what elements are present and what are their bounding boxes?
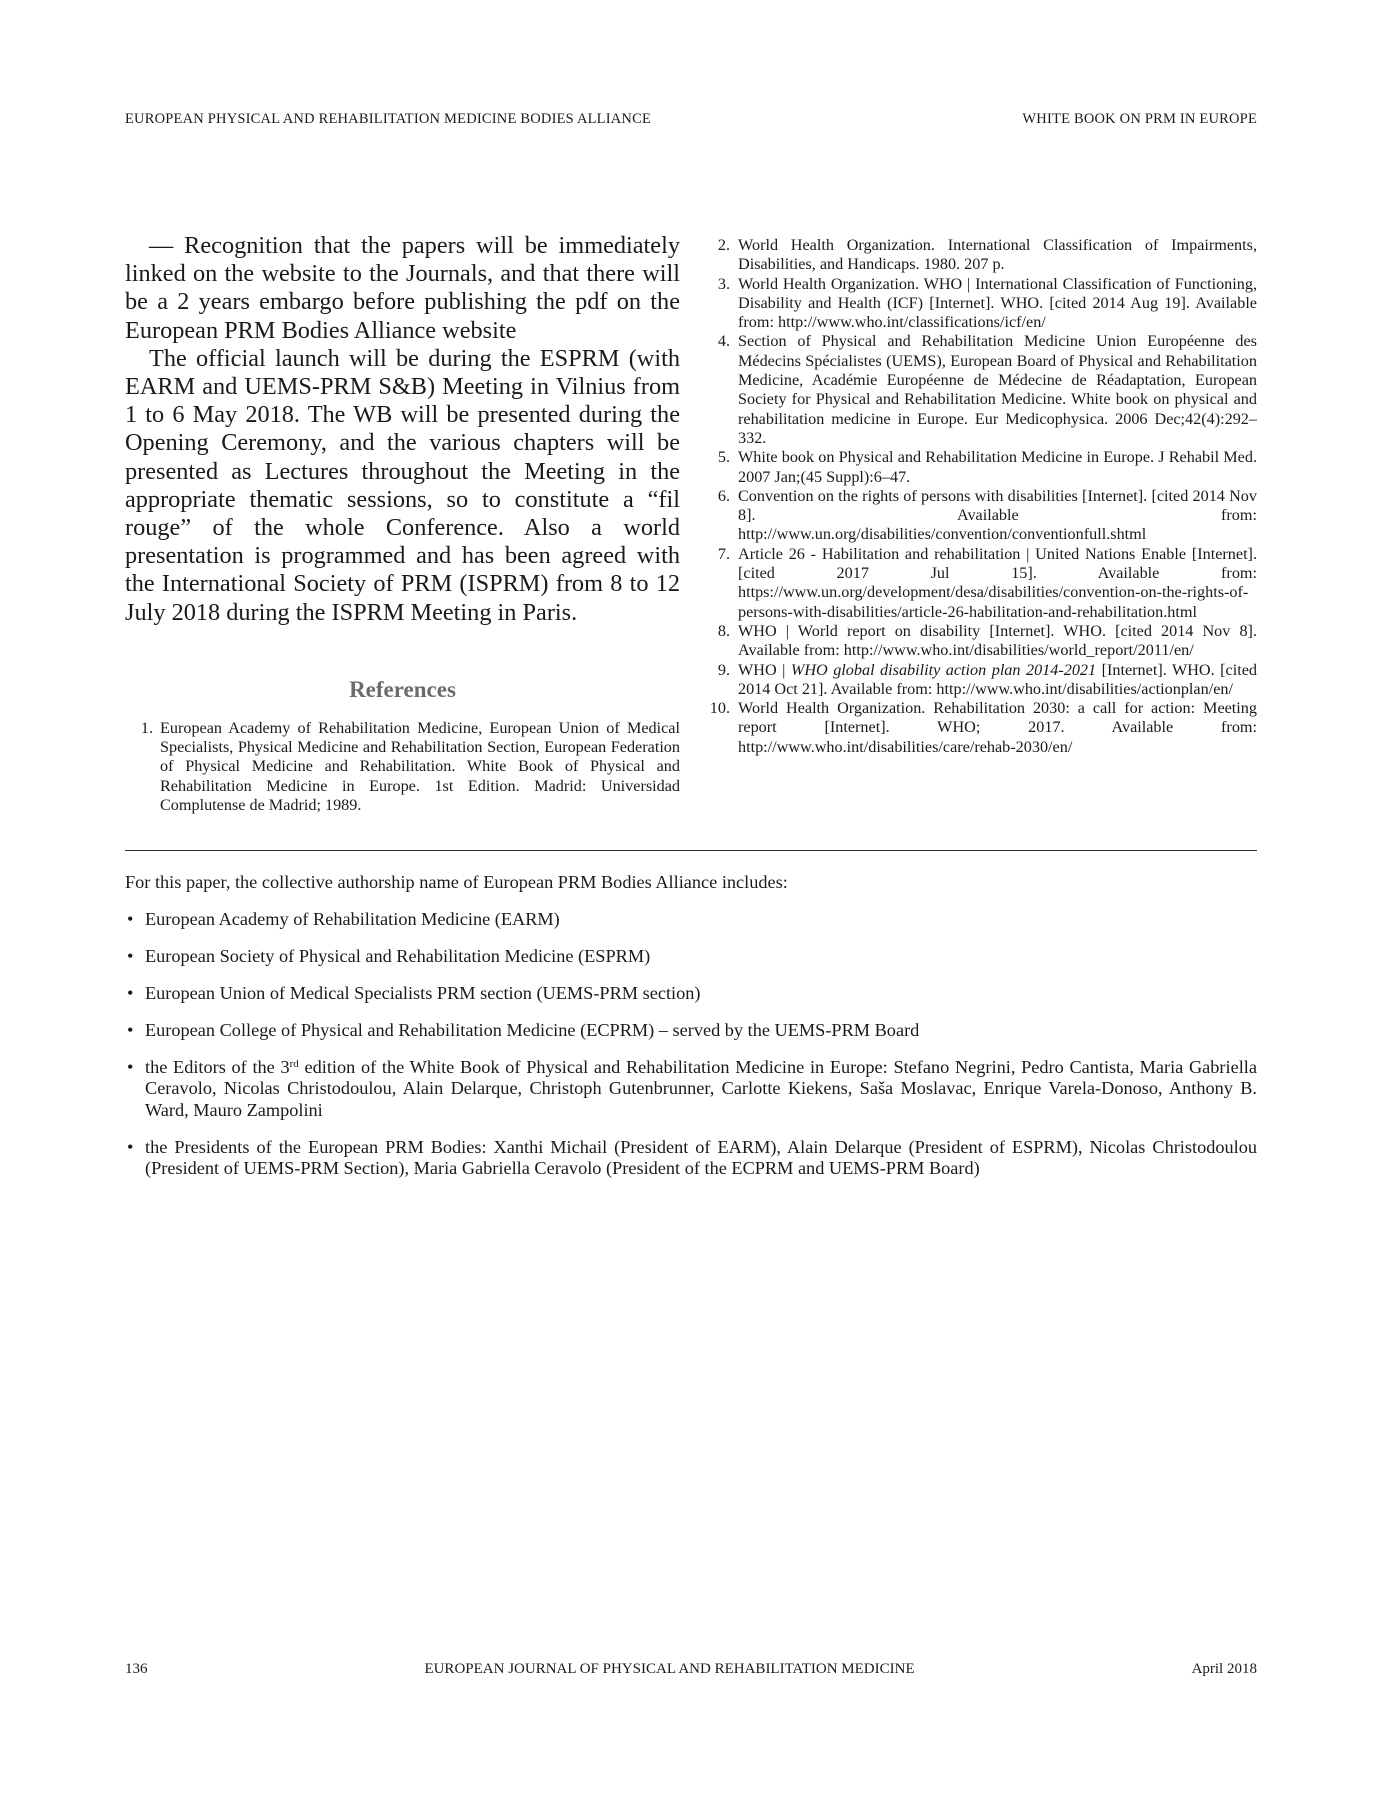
reference-text: World Health Organization. Rehabilitation 2030: a call for action: Meeting report [Internet]. WHO; 2017. Available from: http://www.who.int/disabilities/care/rehab-2030/en/ — [738, 699, 1257, 756]
running-header — [125, 111, 1257, 128]
reference-item — [708, 699, 1257, 757]
footnote-item-text — [145, 1057, 1257, 1120]
reference-text: European Academy of Rehabilitation Medicine, European Union of Medical Specialists, Physical Medicine and Rehabilitation Section, European Federation of Physical Medicine and Rehabilitation. White Book of Physical and Rehabilitation Medicine in Europe. 1st Edition. Madrid: Universidad Complutense de Madrid; 1989. — [160, 718, 680, 815]
reference-item — [708, 661, 1257, 700]
footnote-item-editors — [125, 1057, 1257, 1122]
bullet-icon: • — [127, 1056, 134, 1077]
footnote-item-text: European College of Physical and Rehabilitation Medicine (ECPRM) – served by the UEMS-PRM Board — [145, 1019, 920, 1040]
reference-suffix: [Internet]. WHO. [cited 2014 Oct 21]. Available from: http://www.who.int/disabilities/actionplan/en/ — [738, 660, 1257, 698]
reference-number: 6. — [717, 486, 730, 505]
footnote-item — [125, 983, 1257, 1005]
reference-number: 2. — [717, 236, 730, 254]
reference-item — [708, 332, 1257, 448]
authorship-footnote — [125, 872, 1257, 1195]
body-paragraph: The official launch will be during the ESPRM (with EARM and UEMS-PRM S&B) Meeting in Vilnius from 1 to 6 May 2018. The WB will be presented during the Opening Ceremony, and the various chapters will be presented as Lectures throughout the Meeting in the appropriate thematic sessions, so to constitute a “fil rouge” of the whole Conference. Also a world presentation is programmed and has been agreed with the International Society of PRM (ISPRM) from 8 to 12 July 2018 during the ISPRM Meeting in Paris. — [125, 344, 680, 626]
footnote-intro: For this paper, the collective authorship name of European PRM Bodies Alliance includes: — [125, 872, 788, 892]
reference-list — [708, 236, 1257, 757]
page-number: 136 — [125, 1661, 148, 1677]
editors-text: edition of the White Book of Physical and Rehabilitation Medicine in Europe: Stefano Negrini, Pedro Cantista, Maria Gabriella Ceravolo, Nicolas Christodoulou, Alain Delarque, Christoph Gutenbrunner, Carlotte Kiekens, Saša Moslavac, Enrique Varela-Donoso, Anthony B. Ward, Mauro Zampolini — [145, 1056, 1257, 1120]
reference-text — [738, 661, 1257, 698]
footnote-list — [125, 909, 1257, 1180]
references-heading: References — [349, 676, 456, 702]
reference-list — [125, 719, 680, 815]
reference-text: WHO | World report on disability [Internet]. WHO. [cited 2014 Nov 8]. Available from: http://www.who.int/disabilities/world_report/2011/en/ — [738, 621, 1257, 660]
reference-text: Convention on the rights of persons with disabilities [Internet]. [cited 2014 Nov 8]. Available from: http://www.un.org/disabilities/convention/conventionfull.shtml — [738, 486, 1257, 544]
reference-number: 9. — [717, 660, 730, 679]
reference-item — [708, 448, 1257, 487]
footnote-divider — [125, 850, 1257, 851]
footnote-item — [125, 946, 1257, 968]
reference-number: 3. — [717, 274, 730, 293]
issue-date: April 2018 — [1191, 1661, 1257, 1677]
reference-number: 5. — [717, 448, 730, 467]
bullet-icon: • — [127, 982, 134, 1003]
reference-item — [708, 622, 1257, 661]
reference-number: 10. — [709, 699, 730, 718]
reference-prefix: WHO | — [738, 660, 791, 679]
reference-text: Article 26 - Habilitation and rehabilitation | United Nations Enable [Internet]. [cited 2017 Jul 15]. Available from: https://www.un.org/development/desa/disabilities/convention-on-the-rights-of-persons-with-disabilities/article-26-habilitation-and-rehabilitation.html — [738, 544, 1257, 621]
journal-name: EUROPEAN JOURNAL OF PHYSICAL AND REHABILITATION MEDICINE — [424, 1661, 915, 1677]
header-left: EUROPEAN PHYSICAL AND REHABILITATION MEDICINE BODIES ALLIANCE — [125, 111, 652, 127]
left-column — [125, 232, 680, 815]
reference-item — [708, 236, 1257, 275]
reference-text: World Health Organization. WHO | International Classification of Functioning, Disability and Health (ICF) [Internet]. WHO. [cited 2014 Aug 19]. Available from: http://www.who.int/classifications/icf/en/ — [738, 274, 1257, 332]
body-paragraph: — Recognition that the papers will be immediately linked on the website to the Journals, and that there will be a 2 years embargo before publishing the pdf on the European PRM Bodies Alliance website — [125, 232, 680, 344]
reference-item — [708, 545, 1257, 622]
reference-number: 4. — [717, 332, 730, 351]
reference-number: 8. — [717, 621, 730, 640]
reference-text: World Health Organization. International Classification of Impairments, Disabilities, and Handicaps. 1980. 207 p. — [738, 236, 1257, 274]
running-footer — [125, 1661, 1257, 1678]
reference-text: Section of Physical and Rehabilitation Medicine Union Européenne des Médecins Spécialistes (UEMS), European Board of Physical and Rehabilitation Medicine, Académie Européenne de Médecine de Réadaptation, European Society for Physical and Rehabilitation Medicine. White book on physical and rehabilitation medicine in Europe. Eur Medicophysica. 2006 Dec;42(4):292–332. — [738, 332, 1257, 447]
reference-item — [708, 275, 1257, 333]
reference-italic-title: WHO global disability action plan 2014-2021 — [790, 660, 1097, 679]
reference-item — [708, 487, 1257, 545]
bullet-icon: • — [127, 945, 134, 966]
header-right: WHITE BOOK ON PRM IN EUROPE — [1022, 111, 1257, 127]
reference-text: White book on Physical and Rehabilitation Medicine in Europe. J Rehabil Med. 2007 Jan;(45 Suppl):6–47. — [738, 448, 1257, 486]
footnote-item-text: European Academy of Rehabilitation Medicine (EARM) — [145, 908, 560, 929]
editors-prefix: the Editors of the 3 — [145, 1056, 290, 1077]
footnote-item — [125, 1020, 1257, 1042]
footnote-item-text: the Presidents of the European PRM Bodies: Xanthi Michail (President of EARM), Alain Delarque (President of ESPRM), Nicolas Christodoulou (President of UEMS-PRM Section), Maria Gabriella Ceravolo (President of the ECPRM and UEMS-PRM Board) — [145, 1136, 1257, 1178]
body-text — [125, 232, 680, 627]
right-column — [708, 236, 1257, 757]
bullet-icon: • — [127, 1019, 134, 1040]
reference-number: 1. — [140, 718, 153, 737]
reference-number: 7. — [717, 544, 730, 563]
footnote-item-presidents — [125, 1137, 1257, 1180]
footnote-item — [125, 909, 1257, 931]
bullet-icon: • — [127, 908, 134, 929]
bullet-icon: • — [127, 1136, 134, 1157]
footnote-item-text: European Society of Physical and Rehabilitation Medicine (ESPRM) — [145, 945, 651, 966]
reference-item — [125, 719, 680, 815]
ordinal-superscript: rd — [289, 1057, 299, 1070]
footnote-item-text: European Union of Medical Specialists PRM section (UEMS-PRM section) — [145, 982, 701, 1003]
